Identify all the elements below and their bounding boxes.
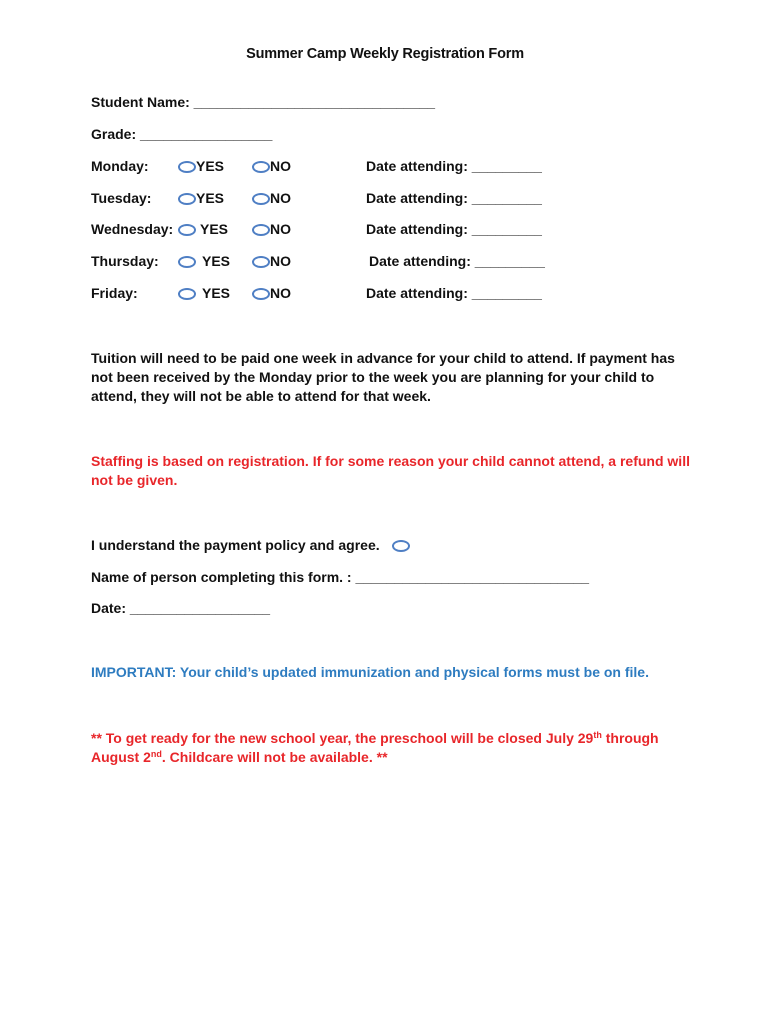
yes-option[interactable] (178, 285, 230, 301)
radio-yes-icon[interactable] (178, 288, 196, 300)
date-attending-field[interactable]: Date attending: _________ (366, 221, 542, 237)
closure-notice-part1: ** To get ready for the new school year, the preschool will be closed July 29 (91, 730, 594, 746)
day-label: Thursday: (91, 253, 159, 269)
date-field[interactable]: Date: __________________ (91, 600, 271, 616)
yes-label: YES (196, 158, 225, 174)
no-label: NO (270, 158, 291, 174)
no-label: NO (270, 190, 291, 206)
day-label: Wednesday: (91, 221, 174, 237)
agree-row[interactable] (91, 537, 410, 553)
radio-no-icon[interactable] (252, 161, 270, 173)
closure-notice-part3: . Childcare will not be available. ** (161, 749, 388, 765)
no-label: NO (270, 253, 291, 269)
day-label: Tuesday: (91, 190, 152, 206)
radio-yes-icon[interactable] (178, 256, 196, 268)
no-option[interactable] (252, 158, 291, 174)
student-name-field[interactable]: Student Name: _______________________________ (91, 94, 436, 110)
yes-option[interactable] (178, 190, 224, 206)
no-option[interactable] (252, 253, 291, 269)
radio-no-icon[interactable] (252, 256, 270, 268)
radio-no-icon[interactable] (252, 193, 270, 205)
yes-label: YES (200, 221, 229, 237)
closure-notice-part2: through August 2 (91, 730, 659, 765)
radio-no-icon[interactable] (252, 224, 270, 236)
date-attending-field[interactable]: Date attending: _________ (366, 158, 542, 174)
no-label: NO (270, 221, 291, 237)
radio-yes-icon[interactable] (178, 161, 196, 173)
date-attending-field[interactable]: Date attending: _________ (366, 190, 542, 206)
closure-notice (91, 729, 691, 767)
yes-option[interactable] (178, 253, 230, 269)
page-title: Summer Camp Weekly Registration Form (246, 46, 524, 62)
radio-agree-icon[interactable] (392, 540, 410, 552)
yes-label: YES (202, 253, 231, 269)
radio-yes-icon[interactable] (178, 193, 196, 205)
no-option[interactable] (252, 221, 291, 237)
day-label: Friday: (91, 285, 138, 301)
yes-option[interactable] (178, 221, 228, 237)
agree-label: I understand the payment policy and agree. (91, 537, 380, 553)
yes-label: YES (196, 190, 225, 206)
date-attending-field[interactable]: Date attending: _________ (369, 253, 545, 269)
no-option[interactable] (252, 190, 291, 206)
day-label: Monday: (91, 158, 149, 174)
yes-option[interactable] (178, 158, 224, 174)
yes-label: YES (202, 285, 231, 301)
date-attending-field[interactable]: Date attending: _________ (366, 285, 542, 301)
radio-yes-icon[interactable] (178, 224, 196, 236)
grade-field[interactable]: Grade: _________________ (91, 126, 273, 142)
closure-notice-sup1: th (593, 730, 602, 740)
radio-no-icon[interactable] (252, 288, 270, 300)
closure-notice-sup2: nd (150, 749, 162, 759)
tuition-policy-text: Tuition will need to be paid one week in advance for your child to attend. If payment has not been received by the Monday prior to the week you are planning for your child to attend, they will not be able to attend for that week. (91, 350, 675, 404)
no-label: NO (270, 285, 291, 301)
no-option[interactable] (252, 285, 291, 301)
staffing-notice-text: Staffing is based on registration. If for some reason your child cannot attend, a refund will not be given. (91, 453, 690, 488)
person-completing-field[interactable]: Name of person completing this form. : ______________________________ (91, 569, 590, 585)
important-notice: IMPORTANT: Your child’s updated immunization and physical forms must be on file. (91, 664, 649, 680)
